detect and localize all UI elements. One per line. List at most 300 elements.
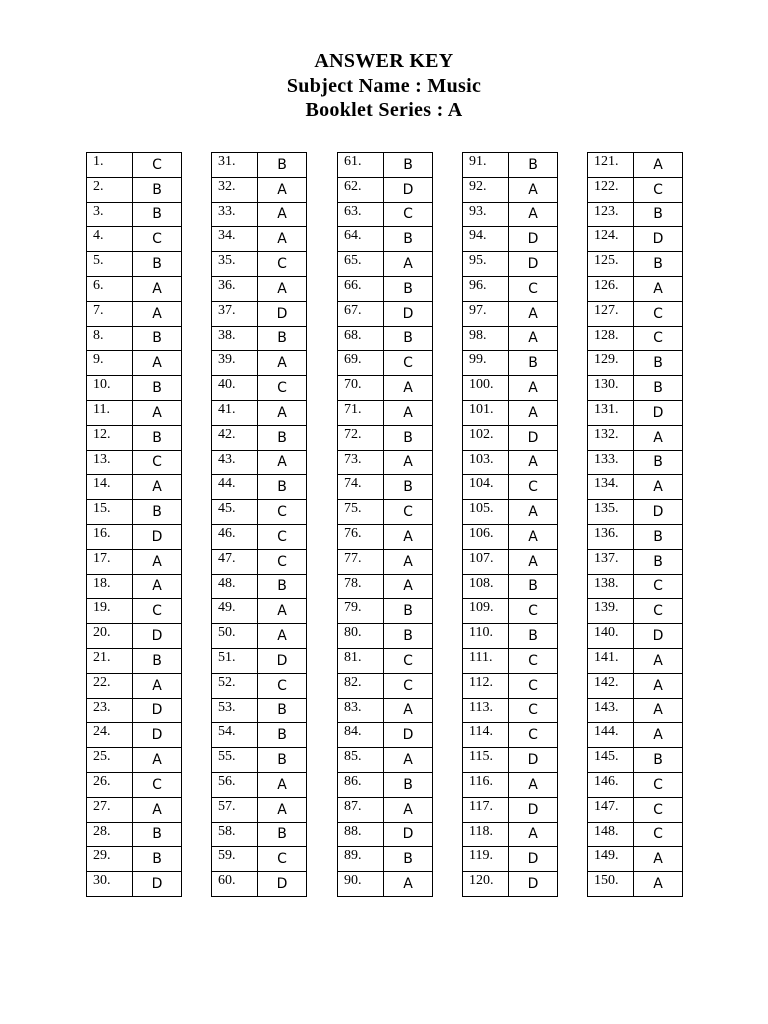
question-number: 83.	[338, 698, 384, 723]
question-number: 76.	[338, 524, 384, 549]
answer-letter: A	[509, 450, 558, 475]
answer-letter: C	[258, 549, 307, 574]
answer-letter: B	[258, 822, 307, 847]
question-number: 89.	[338, 847, 384, 872]
question-number: 100.	[463, 376, 509, 401]
question-number: 64.	[338, 227, 384, 252]
table-row	[463, 450, 558, 475]
answer-letter: D	[509, 797, 558, 822]
table-row	[87, 847, 182, 872]
answer-letter: D	[133, 698, 182, 723]
table-row	[463, 797, 558, 822]
question-number: 17.	[87, 549, 133, 574]
question-number: 31.	[212, 153, 258, 178]
question-number: 121.	[588, 153, 634, 178]
table-row	[588, 252, 683, 277]
question-number: 27.	[87, 797, 133, 822]
table-row	[212, 723, 307, 748]
answer-letter: A	[133, 400, 182, 425]
answer-letter: B	[384, 847, 433, 872]
question-number: 113.	[463, 698, 509, 723]
question-number: 30.	[87, 872, 133, 897]
table-row	[588, 400, 683, 425]
table-row	[463, 227, 558, 252]
question-number: 131.	[588, 400, 634, 425]
answer-letter: A	[634, 475, 683, 500]
question-number: 10.	[87, 376, 133, 401]
table-row	[463, 648, 558, 673]
question-number: 136.	[588, 524, 634, 549]
question-number: 34.	[212, 227, 258, 252]
question-number: 48.	[212, 574, 258, 599]
table-row	[212, 524, 307, 549]
table-row	[338, 475, 433, 500]
answer-letter: A	[509, 500, 558, 525]
table-row	[463, 425, 558, 450]
answer-letter: B	[258, 425, 307, 450]
answer-letter: A	[634, 872, 683, 897]
question-number: 115.	[463, 748, 509, 773]
question-number: 145.	[588, 748, 634, 773]
question-number: 88.	[338, 822, 384, 847]
answer-letter: B	[384, 772, 433, 797]
answer-letter: A	[509, 400, 558, 425]
answer-letter: B	[133, 252, 182, 277]
table-row	[338, 524, 433, 549]
question-number: 129.	[588, 351, 634, 376]
question-number: 140.	[588, 624, 634, 649]
question-number: 85.	[338, 748, 384, 773]
table-row	[338, 673, 433, 698]
question-number: 35.	[212, 252, 258, 277]
table-row	[588, 376, 683, 401]
answer-letter: C	[133, 772, 182, 797]
answer-letter: A	[258, 624, 307, 649]
answer-letter: C	[384, 673, 433, 698]
question-number: 57.	[212, 797, 258, 822]
table-row	[87, 400, 182, 425]
table-row	[87, 822, 182, 847]
question-number: 5.	[87, 252, 133, 277]
answer-letter: A	[258, 772, 307, 797]
answer-letter: B	[133, 425, 182, 450]
table-row	[588, 648, 683, 673]
answer-letter: A	[384, 252, 433, 277]
table-row	[463, 400, 558, 425]
answer-letter: C	[509, 276, 558, 301]
answer-letter: A	[384, 574, 433, 599]
table-row	[212, 500, 307, 525]
table-row	[463, 326, 558, 351]
table-row	[87, 425, 182, 450]
question-number: 13.	[87, 450, 133, 475]
table-row	[212, 549, 307, 574]
table-row	[588, 500, 683, 525]
answer-letter: C	[258, 376, 307, 401]
answer-letter: A	[509, 301, 558, 326]
question-number: 123.	[588, 202, 634, 227]
question-number: 14.	[87, 475, 133, 500]
answer-letter: A	[258, 227, 307, 252]
table-row	[212, 301, 307, 326]
booklet-series: Booklet Series : A	[305, 99, 463, 121]
answer-letter: A	[258, 400, 307, 425]
answer-letter: A	[133, 276, 182, 301]
answer-letter: A	[133, 748, 182, 773]
question-number: 128.	[588, 326, 634, 351]
question-number: 12.	[87, 425, 133, 450]
question-number: 92.	[463, 177, 509, 202]
table-row	[87, 872, 182, 897]
table-row	[87, 276, 182, 301]
table-row	[338, 772, 433, 797]
question-number: 18.	[87, 574, 133, 599]
answer-letter: C	[509, 475, 558, 500]
table-row	[87, 301, 182, 326]
answer-letter: B	[384, 599, 433, 624]
answer-letter: C	[634, 822, 683, 847]
answer-letter: A	[509, 202, 558, 227]
answer-letter: A	[133, 351, 182, 376]
question-number: 1.	[87, 153, 133, 178]
question-number: 124.	[588, 227, 634, 252]
answer-letter: B	[509, 624, 558, 649]
table-row	[588, 872, 683, 897]
question-number: 103.	[463, 450, 509, 475]
table-row	[338, 723, 433, 748]
table-row	[588, 450, 683, 475]
table-row	[463, 599, 558, 624]
table-row	[463, 252, 558, 277]
question-number: 148.	[588, 822, 634, 847]
table-row	[212, 202, 307, 227]
question-number: 96.	[463, 276, 509, 301]
question-number: 25.	[87, 748, 133, 773]
question-number: 142.	[588, 673, 634, 698]
answer-table-1	[86, 152, 182, 897]
answer-letter: A	[509, 772, 558, 797]
answer-letter: A	[258, 202, 307, 227]
answer-letter: D	[509, 872, 558, 897]
answer-letter: A	[384, 549, 433, 574]
table-row	[463, 524, 558, 549]
question-number: 117.	[463, 797, 509, 822]
table-row	[87, 153, 182, 178]
table-row	[588, 574, 683, 599]
question-number: 130.	[588, 376, 634, 401]
question-number: 4.	[87, 227, 133, 252]
question-number: 119.	[463, 847, 509, 872]
question-number: 102.	[463, 425, 509, 450]
table-row	[588, 698, 683, 723]
question-number: 46.	[212, 524, 258, 549]
answer-letter: B	[384, 276, 433, 301]
question-number: 82.	[338, 673, 384, 698]
question-number: 110.	[463, 624, 509, 649]
answer-letter: A	[509, 524, 558, 549]
question-number: 8.	[87, 326, 133, 351]
answer-letter: A	[133, 797, 182, 822]
answer-letter: A	[384, 872, 433, 897]
table-row	[588, 524, 683, 549]
question-number: 26.	[87, 772, 133, 797]
question-number: 15.	[87, 500, 133, 525]
question-number: 24.	[87, 723, 133, 748]
answer-letter: D	[509, 227, 558, 252]
table-row	[338, 822, 433, 847]
answer-letter: B	[133, 202, 182, 227]
answer-letter: D	[509, 252, 558, 277]
question-number: 56.	[212, 772, 258, 797]
table-row	[212, 326, 307, 351]
question-number: 118.	[463, 822, 509, 847]
table-row	[212, 450, 307, 475]
answer-letter: C	[384, 351, 433, 376]
table-row	[588, 822, 683, 847]
table-row	[338, 797, 433, 822]
table-row	[463, 351, 558, 376]
answer-letter: A	[133, 549, 182, 574]
table-row	[87, 376, 182, 401]
question-number: 43.	[212, 450, 258, 475]
answer-letter: B	[258, 748, 307, 773]
table-row	[338, 202, 433, 227]
question-number: 108.	[463, 574, 509, 599]
question-number: 80.	[338, 624, 384, 649]
answer-letter: B	[384, 475, 433, 500]
question-number: 90.	[338, 872, 384, 897]
question-number: 62.	[338, 177, 384, 202]
table-row	[212, 822, 307, 847]
answer-letter: B	[133, 500, 182, 525]
table-row	[87, 202, 182, 227]
question-number: 41.	[212, 400, 258, 425]
answer-letter: A	[258, 797, 307, 822]
question-number: 137.	[588, 549, 634, 574]
question-number: 21.	[87, 648, 133, 673]
table-row	[463, 301, 558, 326]
question-number: 9.	[87, 351, 133, 376]
question-number: 55.	[212, 748, 258, 773]
question-number: 134.	[588, 475, 634, 500]
table-row	[87, 450, 182, 475]
question-number: 45.	[212, 500, 258, 525]
answer-letter: D	[133, 723, 182, 748]
table-row	[588, 624, 683, 649]
question-number: 51.	[212, 648, 258, 673]
table-row	[212, 574, 307, 599]
answer-letter: B	[634, 252, 683, 277]
answer-letter: C	[384, 500, 433, 525]
question-number: 84.	[338, 723, 384, 748]
table-row	[588, 772, 683, 797]
table-row	[212, 748, 307, 773]
question-number: 133.	[588, 450, 634, 475]
question-number: 32.	[212, 177, 258, 202]
question-number: 49.	[212, 599, 258, 624]
answer-letter: C	[258, 673, 307, 698]
answer-letter: A	[384, 400, 433, 425]
question-number: 52.	[212, 673, 258, 698]
answer-letter: B	[133, 326, 182, 351]
question-number: 29.	[87, 847, 133, 872]
table-row	[87, 624, 182, 649]
question-number: 99.	[463, 351, 509, 376]
question-number: 78.	[338, 574, 384, 599]
table-row	[463, 624, 558, 649]
answer-letter: C	[258, 500, 307, 525]
table-row	[588, 673, 683, 698]
question-number: 38.	[212, 326, 258, 351]
table-row	[338, 872, 433, 897]
table-row	[588, 177, 683, 202]
table-row	[588, 599, 683, 624]
table-row	[87, 574, 182, 599]
table-row	[87, 524, 182, 549]
table-row	[87, 177, 182, 202]
table-row	[338, 847, 433, 872]
question-number: 87.	[338, 797, 384, 822]
question-number: 104.	[463, 475, 509, 500]
answer-letter: A	[634, 276, 683, 301]
answer-letter: C	[509, 723, 558, 748]
answer-letter: B	[258, 475, 307, 500]
answer-letter: D	[133, 624, 182, 649]
table-row	[212, 351, 307, 376]
table-row	[588, 847, 683, 872]
table-row	[463, 376, 558, 401]
answer-letter: B	[258, 326, 307, 351]
question-number: 98.	[463, 326, 509, 351]
table-row	[87, 252, 182, 277]
answer-letter: D	[133, 524, 182, 549]
answer-letter: B	[258, 153, 307, 178]
question-number: 86.	[338, 772, 384, 797]
question-number: 20.	[87, 624, 133, 649]
question-number: 68.	[338, 326, 384, 351]
answer-letter: B	[384, 425, 433, 450]
answer-letter: A	[634, 673, 683, 698]
answer-letter: B	[634, 549, 683, 574]
answer-letter: B	[133, 376, 182, 401]
question-number: 106.	[463, 524, 509, 549]
answer-table-4	[462, 152, 558, 897]
question-number: 91.	[463, 153, 509, 178]
table-row	[338, 351, 433, 376]
table-row	[212, 698, 307, 723]
answer-letter: C	[258, 847, 307, 872]
answer-letter: A	[634, 847, 683, 872]
answer-letter: A	[384, 376, 433, 401]
table-row	[87, 599, 182, 624]
question-number: 63.	[338, 202, 384, 227]
answer-letter: D	[258, 301, 307, 326]
table-row	[588, 723, 683, 748]
question-number: 53.	[212, 698, 258, 723]
table-row	[588, 475, 683, 500]
answer-letter: B	[634, 202, 683, 227]
answer-letter: B	[384, 227, 433, 252]
answer-letter: B	[634, 524, 683, 549]
question-number: 111.	[463, 648, 509, 673]
answer-letter: C	[509, 599, 558, 624]
answer-table-5	[587, 152, 683, 897]
question-number: 44.	[212, 475, 258, 500]
table-row	[338, 153, 433, 178]
table-row	[463, 698, 558, 723]
table-row	[212, 624, 307, 649]
table-row	[87, 549, 182, 574]
answer-letter: A	[634, 648, 683, 673]
question-number: 67.	[338, 301, 384, 326]
table-row	[463, 673, 558, 698]
question-number: 33.	[212, 202, 258, 227]
table-row	[87, 351, 182, 376]
table-row	[87, 797, 182, 822]
table-row	[463, 574, 558, 599]
table-row	[87, 723, 182, 748]
table-row	[338, 425, 433, 450]
table-row	[463, 748, 558, 773]
answer-letter: C	[634, 772, 683, 797]
table-row	[338, 500, 433, 525]
question-number: 54.	[212, 723, 258, 748]
subject-name: Subject Name : Music	[286, 75, 482, 97]
answer-letter: D	[509, 425, 558, 450]
answer-table-3	[337, 152, 433, 897]
question-number: 150.	[588, 872, 634, 897]
answer-letter: A	[509, 376, 558, 401]
answer-table-2	[211, 152, 307, 897]
answer-letter: A	[258, 450, 307, 475]
answer-letter: B	[258, 723, 307, 748]
table-row	[212, 872, 307, 897]
answer-letter: B	[634, 748, 683, 773]
answer-letter: D	[258, 872, 307, 897]
table-row	[338, 276, 433, 301]
question-number: 75.	[338, 500, 384, 525]
table-row	[212, 599, 307, 624]
answer-letter: A	[509, 822, 558, 847]
answer-letter: D	[384, 822, 433, 847]
table-row	[212, 648, 307, 673]
question-number: 19.	[87, 599, 133, 624]
table-row	[87, 772, 182, 797]
answer-letter: B	[634, 376, 683, 401]
answer-letter: B	[509, 574, 558, 599]
table-row	[463, 202, 558, 227]
answer-letter: C	[258, 252, 307, 277]
question-number: 22.	[87, 673, 133, 698]
question-number: 69.	[338, 351, 384, 376]
table-row	[87, 673, 182, 698]
table-row	[212, 400, 307, 425]
answer-letter: D	[634, 227, 683, 252]
answer-letter: A	[133, 301, 182, 326]
table-row	[588, 153, 683, 178]
question-number: 81.	[338, 648, 384, 673]
table-row	[463, 822, 558, 847]
answer-letter: B	[384, 153, 433, 178]
question-number: 135.	[588, 500, 634, 525]
answer-letter: A	[634, 723, 683, 748]
table-row	[588, 797, 683, 822]
answer-letter: C	[384, 648, 433, 673]
table-row	[588, 351, 683, 376]
answer-letter: A	[384, 797, 433, 822]
answer-letter: C	[634, 574, 683, 599]
question-number: 40.	[212, 376, 258, 401]
